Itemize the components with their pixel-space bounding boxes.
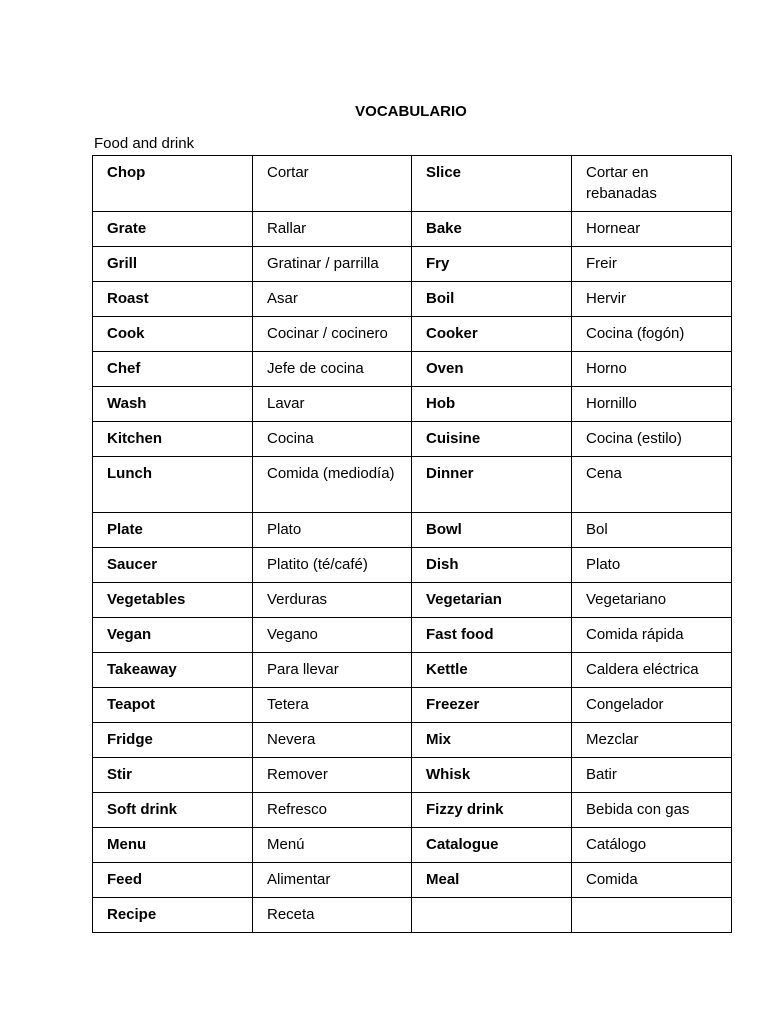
english-term-cell: Mix	[412, 723, 572, 758]
spanish-translation-cell: Caldera eléctrica	[572, 653, 732, 688]
english-term-cell: Fizzy drink	[412, 793, 572, 828]
table-row	[93, 828, 732, 863]
spanish-translation-cell: Rallar	[253, 212, 412, 247]
spanish-translation-cell	[572, 898, 732, 933]
spanish-translation-cell: Cocinar / cocinero	[253, 317, 412, 352]
table-row	[93, 653, 732, 688]
spanish-translation-cell: Platito (té/café)	[253, 548, 412, 583]
spanish-translation-cell: Verduras	[253, 583, 412, 618]
english-term-cell: Freezer	[412, 688, 572, 723]
english-term-cell: Grate	[93, 212, 253, 247]
english-term-cell: Boil	[412, 282, 572, 317]
english-term-cell: Chop	[93, 156, 253, 212]
table-row	[93, 898, 732, 933]
vocabulary-table-body	[93, 156, 732, 933]
english-term-cell: Fry	[412, 247, 572, 282]
spanish-translation-cell: Jefe de cocina	[253, 352, 412, 387]
english-term-cell: Soft drink	[93, 793, 253, 828]
english-term-cell: Vegetarian	[412, 583, 572, 618]
english-term-cell: Roast	[93, 282, 253, 317]
spanish-translation-cell: Plato	[572, 548, 732, 583]
spanish-translation-cell: Receta	[253, 898, 412, 933]
english-term-cell: Dish	[412, 548, 572, 583]
table-row	[93, 247, 732, 282]
english-term-cell: Grill	[93, 247, 253, 282]
spanish-translation-cell: Catálogo	[572, 828, 732, 863]
table-row	[93, 723, 732, 758]
spanish-translation-cell: Cocina	[253, 422, 412, 457]
english-term-cell: Teapot	[93, 688, 253, 723]
spanish-translation-cell: Hornear	[572, 212, 732, 247]
page-title: VOCABULARIO	[355, 103, 467, 120]
english-term-cell: Whisk	[412, 758, 572, 793]
spanish-translation-cell: Cena	[572, 457, 732, 513]
table-row	[93, 457, 732, 513]
english-term-cell: Slice	[412, 156, 572, 212]
english-term-cell: Vegetables	[93, 583, 253, 618]
spanish-translation-cell: Hornillo	[572, 387, 732, 422]
spanish-translation-cell: Freir	[572, 247, 732, 282]
english-term-cell: Hob	[412, 387, 572, 422]
spanish-translation-cell: Gratinar / parrilla	[253, 247, 412, 282]
english-term-cell: Cooker	[412, 317, 572, 352]
spanish-translation-cell: Refresco	[253, 793, 412, 828]
table-row	[93, 282, 732, 317]
spanish-translation-cell: Bebida con gas	[572, 793, 732, 828]
table-row	[93, 688, 732, 723]
english-term-cell: Menu	[93, 828, 253, 863]
english-term-cell: Cuisine	[412, 422, 572, 457]
spanish-translation-cell: Hervir	[572, 282, 732, 317]
english-term-cell: Dinner	[412, 457, 572, 513]
spanish-translation-cell: Congelador	[572, 688, 732, 723]
english-term-cell: Bowl	[412, 513, 572, 548]
spanish-translation-cell: Para llevar	[253, 653, 412, 688]
table-row	[93, 618, 732, 653]
english-term-cell: Wash	[93, 387, 253, 422]
english-term-cell: Plate	[93, 513, 253, 548]
spanish-translation-cell: Tetera	[253, 688, 412, 723]
english-term-cell: Recipe	[93, 898, 253, 933]
spanish-translation-cell: Comida	[572, 863, 732, 898]
spanish-translation-cell: Lavar	[253, 387, 412, 422]
english-term-cell: Vegan	[93, 618, 253, 653]
spanish-translation-cell: Vegano	[253, 618, 412, 653]
english-term-cell: Chef	[93, 352, 253, 387]
spanish-translation-cell: Cortar en rebanadas	[572, 156, 732, 212]
english-term-cell: Kitchen	[93, 422, 253, 457]
spanish-translation-cell: Mezclar	[572, 723, 732, 758]
english-term-cell: Meal	[412, 863, 572, 898]
english-term-cell: Oven	[412, 352, 572, 387]
english-term-cell: Saucer	[93, 548, 253, 583]
spanish-translation-cell: Comida rápida	[572, 618, 732, 653]
spanish-translation-cell: Cocina (estilo)	[572, 422, 732, 457]
spanish-translation-cell: Menú	[253, 828, 412, 863]
spanish-translation-cell: Bol	[572, 513, 732, 548]
table-row	[93, 352, 732, 387]
table-row	[93, 548, 732, 583]
spanish-translation-cell: Nevera	[253, 723, 412, 758]
spanish-translation-cell: Alimentar	[253, 863, 412, 898]
table-row	[93, 863, 732, 898]
table-row	[93, 212, 732, 247]
spanish-translation-cell: Comida (mediodía)	[253, 457, 412, 513]
english-term-cell: Lunch	[93, 457, 253, 513]
table-row	[93, 422, 732, 457]
spanish-translation-cell: Remover	[253, 758, 412, 793]
english-term-cell: Catalogue	[412, 828, 572, 863]
spanish-translation-cell: Batir	[572, 758, 732, 793]
table-row	[93, 583, 732, 618]
spanish-translation-cell: Asar	[253, 282, 412, 317]
english-term-cell: Kettle	[412, 653, 572, 688]
english-term-cell: Takeaway	[93, 653, 253, 688]
spanish-translation-cell: Vegetariano	[572, 583, 732, 618]
english-term-cell: Cook	[93, 317, 253, 352]
table-row	[93, 156, 732, 212]
spanish-translation-cell: Plato	[253, 513, 412, 548]
table-row	[93, 317, 732, 352]
english-term-cell	[412, 898, 572, 933]
vocabulary-table	[92, 155, 732, 933]
table-row	[93, 793, 732, 828]
english-term-cell: Stir	[93, 758, 253, 793]
table-row	[93, 758, 732, 793]
english-term-cell: Fast food	[412, 618, 572, 653]
spanish-translation-cell: Cocina (fogón)	[572, 317, 732, 352]
section-label: Food and drink	[94, 135, 195, 152]
table-row	[93, 513, 732, 548]
table-row	[93, 387, 732, 422]
spanish-translation-cell: Horno	[572, 352, 732, 387]
english-term-cell: Fridge	[93, 723, 253, 758]
english-term-cell: Feed	[93, 863, 253, 898]
spanish-translation-cell: Cortar	[253, 156, 412, 212]
english-term-cell: Bake	[412, 212, 572, 247]
